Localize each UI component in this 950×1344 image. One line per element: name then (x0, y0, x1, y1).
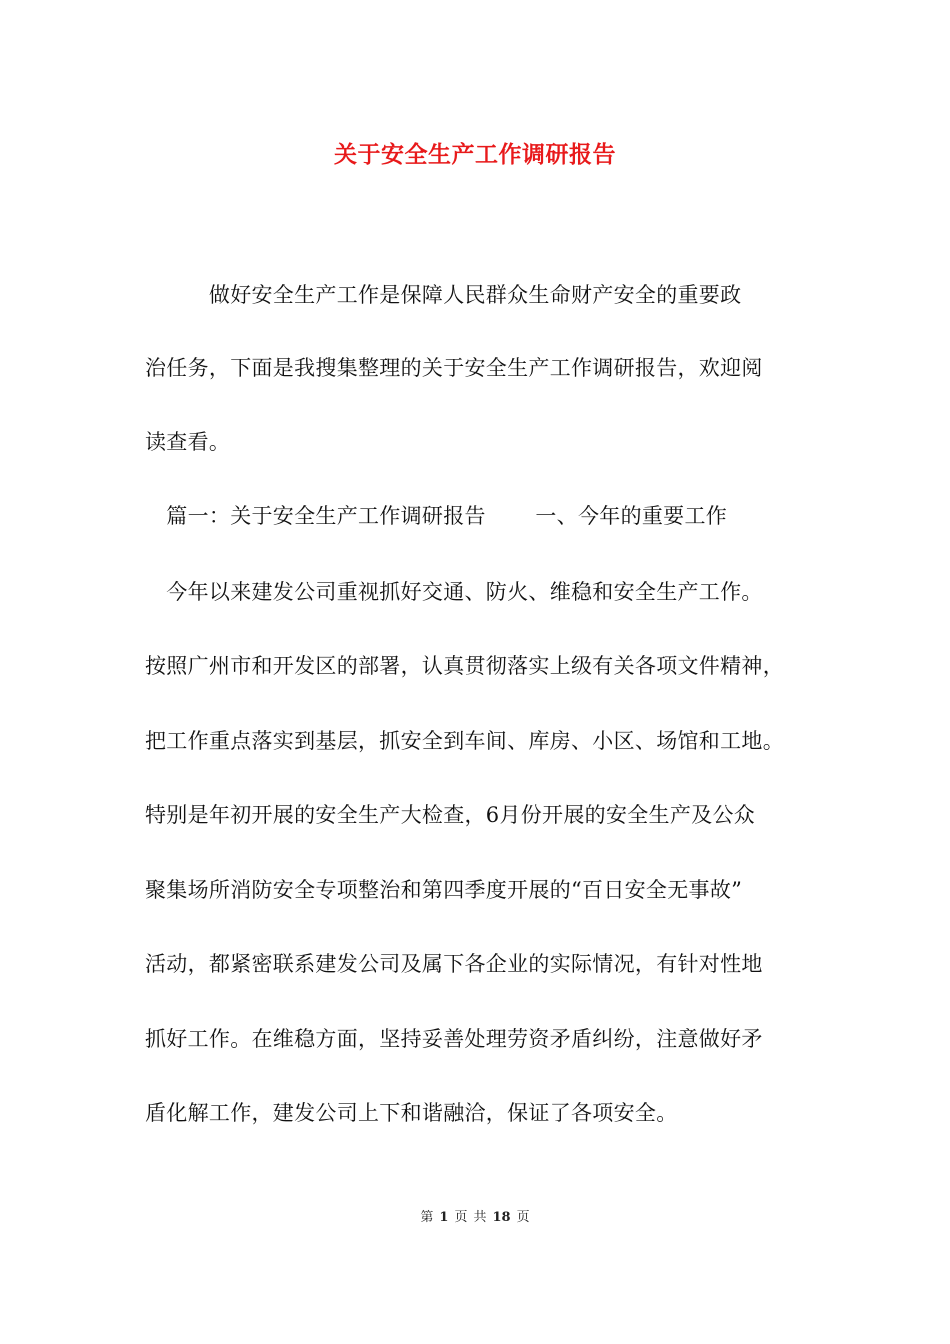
footer-page-unit: 页 (454, 1210, 468, 1225)
paragraph-line: 把工作重点落实到基层，抓安全到车间、库房、小区、场馆和工地。 (145, 729, 784, 753)
footer-current-page: 1 (439, 1210, 449, 1225)
section-heading-line: 篇一：关于安全生产工作调研报告 一、今年的重要工作 (145, 504, 728, 528)
footer-page-label: 第 (420, 1210, 434, 1225)
paragraph-line: 盾化解工作，建发公司上下和谐融洽，保证了各项安全。 (145, 1101, 678, 1125)
paragraph-line: 今年以来建发公司重视抓好交通、防火、维稳和安全生产工作。 (145, 580, 763, 604)
paragraph-line: 抓好工作。在维稳方面，坚持妥善处理劳资矛盾纠纷，注意做好矛 (145, 1027, 763, 1051)
paragraph-line: 特别是年初开展的安全生产大检查，6月份开展的安全生产及公众 (145, 803, 756, 827)
footer-total-pages: 18 (492, 1210, 511, 1225)
footer-total-label: 共 (473, 1210, 487, 1225)
footer-total-unit: 页 (516, 1210, 530, 1225)
paragraph-line: 聚集场所消防安全专项整治和第四季度开展的“百日安全无事故” (145, 878, 743, 902)
paragraph-line: 按照广州市和开发区的部署，认真贯彻落实上级有关各项文件精神， (145, 654, 784, 678)
paragraph-line: 做好安全生产工作是保障人民群众生命财产安全的重要政 (145, 283, 742, 307)
paragraph-line: 活动，都紧密联系建发公司及属下各企业的实际情况，有针对性地 (145, 952, 763, 976)
paragraph-line: 读查看。 (145, 430, 231, 454)
page-footer (0, 1206, 950, 1225)
paragraph-line: 治任务，下面是我搜集整理的关于安全生产工作调研报告，欢迎阅 (145, 356, 763, 380)
document-title: 关于安全生产工作调研报告 (334, 141, 616, 168)
